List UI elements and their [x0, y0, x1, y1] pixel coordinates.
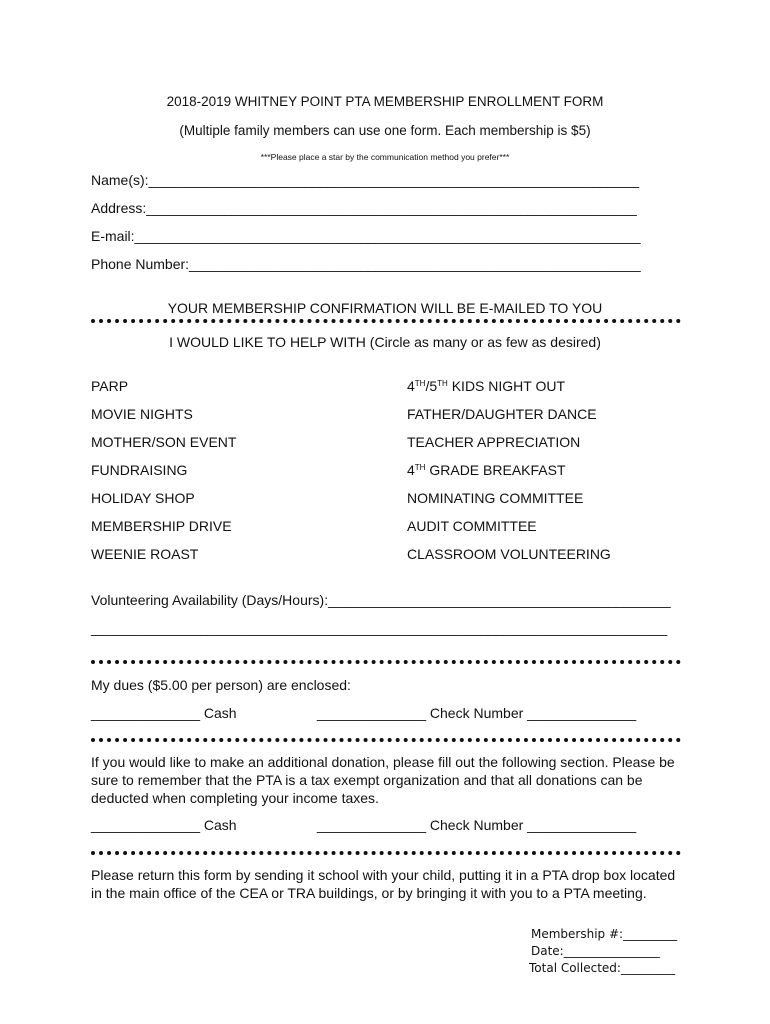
help-option-membership-drive[interactable]: MEMBERSHIP DRIVE [91, 518, 232, 534]
availability-line-2[interactable]: __________________________________________________________________________ [91, 620, 668, 636]
help-option-teacher-appreciation[interactable]: TEACHER APPRECIATION [407, 434, 581, 450]
dues-check-field[interactable]: ______________ Check Number ______________ [317, 705, 637, 721]
help-option-classroom-volunteering[interactable]: CLASSROOM VOLUNTEERING [407, 546, 611, 562]
help-option-audit-committee[interactable]: AUDIT COMMITTEE [407, 518, 537, 534]
form-subtitle: (Multiple family members can use one form. Each membership is $5) [179, 123, 591, 138]
divider [91, 738, 681, 746]
names-field[interactable]: Name(s):_______________________________________________________________ [91, 172, 640, 188]
divider [91, 660, 681, 668]
help-option-father-daughter[interactable]: FATHER/DAUGHTER DANCE [407, 406, 597, 422]
help-option-kids-night-out[interactable]: 4TH/5TH KIDS NIGHT OUT [407, 378, 566, 394]
donation-cash-field[interactable]: ______________ Cash [91, 817, 237, 833]
help-option-nominating-committee[interactable]: NOMINATING COMMITTEE [407, 490, 584, 506]
communication-note: ***Please place a star by the communication method you prefer*** [260, 152, 510, 162]
form-title: 2018-2019 WHITNEY POINT PTA MEMBERSHIP ENROLLMENT FORM [166, 94, 604, 109]
availability-field[interactable]: Volunteering Availability (Days/Hours):____________________________________________ [91, 592, 671, 608]
donation-text-3: deducted when completing your income taxes. [91, 790, 379, 806]
confirmation-notice: YOUR MEMBERSHIP CONFIRMATION WILL BE E-MAILED TO YOU [167, 300, 603, 316]
office-total-collected[interactable]: Total Collected:_________ [529, 961, 675, 975]
return-text-1: Please return this form by sending it school with your child, putting it in a PTA drop box located [91, 867, 676, 883]
help-option-movie-nights[interactable]: MOVIE NIGHTS [91, 406, 193, 422]
help-heading: I WOULD LIKE TO HELP WITH (Circle as many or as few as desired) [169, 334, 601, 350]
dues-label: My dues ($5.00 per person) are enclosed: [91, 677, 351, 693]
help-option-parp[interactable]: PARP [91, 378, 129, 394]
donation-text-2: sure to remember that the PTA is a tax exempt organization and that all donations can be [91, 772, 643, 788]
help-option-mother-son[interactable]: MOTHER/SON EVENT [91, 434, 237, 450]
dues-cash-field[interactable]: ______________ Cash [91, 705, 237, 721]
help-option-fundraising[interactable]: FUNDRAISING [91, 462, 188, 478]
divider [91, 851, 681, 859]
help-option-weenie-roast[interactable]: WEENIE ROAST [91, 546, 199, 562]
divider [91, 319, 681, 327]
help-option-holiday-shop[interactable]: HOLIDAY SHOP [91, 490, 195, 506]
email-field[interactable]: E-mail:_________________________________________________________________ [91, 228, 641, 244]
donation-text-1: If you would like to make an additional donation, please fill out the following section. Please be [91, 754, 675, 770]
help-option-grade-breakfast[interactable]: 4TH GRADE BREAKFAST [407, 462, 566, 478]
office-membership-number[interactable]: Membership #:_________ [531, 927, 678, 941]
donation-check-field[interactable]: ______________ Check Number ______________ [317, 817, 637, 833]
phone-field[interactable]: Phone Number:__________________________________________________________ [91, 256, 641, 272]
return-text-2: in the main office of the CEA or TRA buildings, or by bringing it with you to a PTA meeting. [91, 885, 647, 901]
office-date[interactable]: Date:________________ [531, 944, 660, 958]
address-field[interactable]: Address:_______________________________________________________________ [91, 200, 637, 216]
